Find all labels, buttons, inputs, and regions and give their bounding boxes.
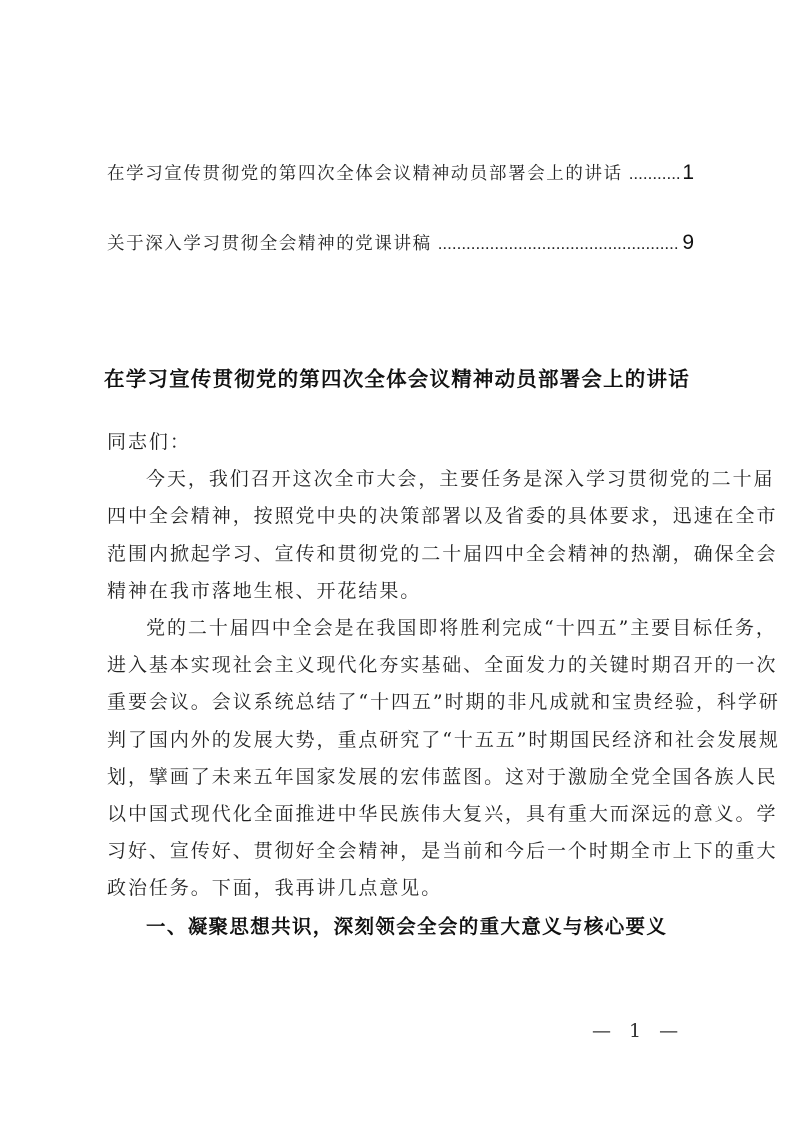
toc-entry-page[interactable]: 1 [682, 161, 694, 184]
salutation: 同志们： [107, 431, 191, 453]
toc-dot-leader [629, 161, 681, 187]
toc-entry[interactable] [107, 160, 694, 186]
paragraph-line: 判了国内外的发展大势，重点研究了“十五五”时期国民经济和社会发展规 [107, 728, 780, 751]
document-title: 在学习宣传贯彻党的第四次全体会议精神动员部署会上的讲话 [104, 366, 690, 391]
section-heading: 一、凝聚思想共识，深刻领会全会的重大意义与核心要义 [146, 914, 668, 938]
paragraph-line: 以中国式现代化全面推进中华民族伟大复兴，具有重大而深远的意义。学 [107, 803, 778, 826]
paragraph-line: 习好、宣传好、贯彻好全会精神，是当前和今后一个时期全市上下的重大 [107, 840, 778, 863]
toc-entry-title[interactable]: 关于深入学习贯彻全会精神的党课讲稿 [107, 234, 432, 254]
paragraph-line: 党的二十届四中全会是在我国即将胜利完成“十四五”主要目标任务， [146, 617, 777, 640]
paragraph-line: 今天，我们召开这次全市大会，主要任务是深入学习贯彻党的二十届 [146, 468, 775, 491]
document-body [107, 424, 780, 945]
page-number: — 1 — [592, 1020, 685, 1042]
toc-entry-title[interactable]: 在学习宣传贯彻党的第四次全体会议精神动员部署会上的讲话 [107, 164, 623, 184]
toc-entry[interactable] [107, 230, 694, 256]
paragraph-line: 范围内掀起学习、宣传和贯彻党的二十届四中全会精神的热潮，确保全会 [107, 542, 778, 565]
paragraph-line: 进入基本实现社会主义现代化夯实基础、全面发力的关键时期召开的一次 [107, 654, 778, 677]
paragraph-line: 四中全会精神，按照党中央的决策部署以及省委的具体要求，迅速在全市 [107, 505, 778, 528]
paragraph-line: 划，擘画了未来五年国家发展的宏伟蓝图。这对于激励全党全国各族人民 [107, 765, 778, 788]
paragraph-line: 重要会议。会议系统总结了“十四五”时期的非凡成就和宝贵经验，科学研 [107, 691, 780, 714]
table-of-contents [107, 160, 694, 256]
paragraph-line: 精神在我市落地生根、开花结果。 [107, 579, 422, 602]
paragraph [107, 461, 778, 610]
toc-dot-leader [438, 231, 681, 257]
paragraph-line: 政治任务。下面，我再讲几点意见。 [107, 877, 443, 900]
toc-entry-page[interactable]: 9 [682, 231, 694, 254]
paragraph [107, 610, 780, 908]
